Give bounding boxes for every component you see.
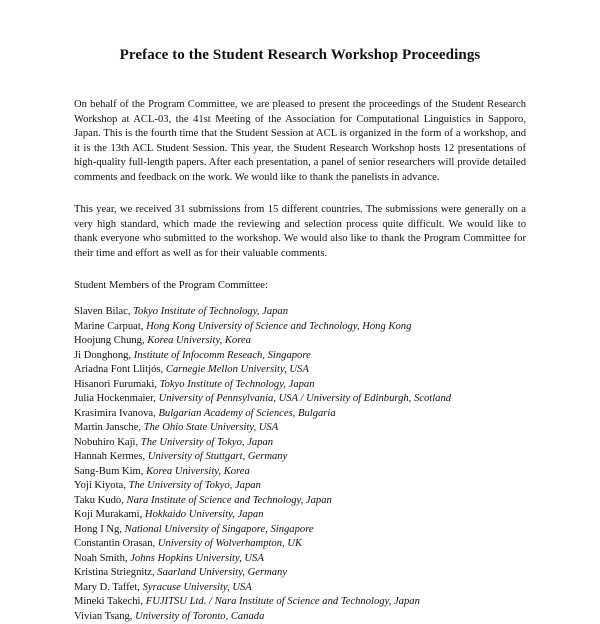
- member-name: Kristina Striegnitz,: [74, 567, 157, 578]
- list-item: [74, 552, 544, 567]
- member-affiliation: University of Toronto, Canada: [135, 611, 264, 622]
- member-affiliation: Bulgarian Academy of Sciences, Bulgaria: [158, 408, 335, 419]
- member-affiliation: FUJITSU Ltd. / Nara Institute of Science and Technology, Japan: [146, 596, 420, 607]
- member-name: Koji Murakami,: [74, 509, 145, 520]
- member-name: Constantin Orasan,: [74, 538, 158, 549]
- list-item: [74, 566, 544, 581]
- member-affiliation: University of Stuttgart, Germany: [148, 451, 287, 462]
- list-item: [74, 479, 544, 494]
- list-item: [74, 320, 544, 335]
- member-affiliation: Institute of Infocomm Reseach, Singapore: [134, 350, 311, 361]
- member-affiliation: University of Pennsylvania, USA / University of Edinburgh, Scotland: [159, 393, 451, 404]
- list-item: [74, 508, 544, 523]
- member-name: Mineki Takechi,: [74, 596, 146, 607]
- list-item: [74, 421, 544, 436]
- member-name: Martin Jansche,: [74, 422, 144, 433]
- list-item: [74, 537, 544, 552]
- members-list: [74, 305, 544, 624]
- list-item: [74, 305, 544, 320]
- member-name: Julia Hockenmaier,: [74, 393, 159, 404]
- member-affiliation: The University of Tokyo, Japan: [129, 480, 261, 491]
- member-name: Marine Carpuat,: [74, 321, 146, 332]
- member-name: Ariadna Font Llitjós,: [74, 364, 166, 375]
- list-item: [74, 610, 544, 624]
- member-affiliation: Saarland University, Germany: [157, 567, 287, 578]
- list-item: [74, 378, 544, 393]
- member-name: Hisanori Furumaki,: [74, 379, 160, 390]
- list-item: [74, 334, 544, 349]
- member-affiliation: Syracuse University, USA: [143, 582, 252, 593]
- list-item: [74, 595, 544, 610]
- member-name: Noah Smith,: [74, 553, 130, 564]
- member-name: Mary D. Taffet,: [74, 582, 143, 593]
- list-item: [74, 494, 544, 509]
- list-item: [74, 523, 544, 538]
- member-affiliation: Korea University, Korea: [146, 466, 250, 477]
- member-name: Slaven Bilac,: [74, 306, 133, 317]
- member-name: Yoji Kiyota,: [74, 480, 129, 491]
- member-name: Hannah Kermes,: [74, 451, 148, 462]
- member-name: Krasimira Ivanova,: [74, 408, 158, 419]
- list-item: [74, 465, 544, 480]
- paragraph-2: This year, we received 31 submissions from 15 different countries. The submissions were generally on a very high standard, which made the reviewing and selection process quite difficult. We would like to thank everyone who submitted to the workshop. We would also like to thank the Program Committee for their time and effort as well as for their valuable comments.: [74, 203, 526, 261]
- member-affiliation: Tokyo Institute of Technology, Japan: [133, 306, 288, 317]
- list-item: [74, 436, 544, 451]
- member-affiliation: Hong Kong University of Science and Technology, Hong Kong: [146, 321, 411, 332]
- member-affiliation: National University of Singapore, Singapore: [125, 524, 314, 535]
- member-affiliation: Hokkaido University, Japan: [145, 509, 264, 520]
- member-affiliation: The University of Tokyo, Japan: [141, 437, 273, 448]
- member-affiliation: Nara Institute of Science and Technology, Japan: [127, 495, 332, 506]
- member-affiliation: Johns Hopkins University, USA: [130, 553, 264, 564]
- member-name: Nobuhiro Kaji,: [74, 437, 141, 448]
- page-title: Preface to the Student Research Workshop Proceedings: [0, 47, 600, 64]
- member-affiliation: Carnegie Mellon University, USA: [166, 364, 309, 375]
- list-item: [74, 581, 544, 596]
- member-affiliation: University of Wolverhampton, UK: [158, 538, 302, 549]
- list-item: [74, 349, 544, 364]
- member-name: Vivian Tsang,: [74, 611, 135, 622]
- list-item: [74, 392, 544, 407]
- members-heading: Student Members of the Program Committee:: [74, 279, 268, 294]
- member-affiliation: The Ohio State University, USA: [144, 422, 278, 433]
- member-name: Hong I Ng,: [74, 524, 125, 535]
- member-name: Taku Kudo,: [74, 495, 127, 506]
- paragraph-1: On behalf of the Program Committee, we are pleased to present the proceedings of the Student Research Workshop at ACL-03, the 41st Meeting of the Association for Computational Linguistics in Sapporo, Japan. This is the fourth time that the Student Session at ACL is organized in the form of a workshop, and it is the 13th ACL Student Session. This year, the Student Research Workshop hosts 12 presentations of high-quality full-length papers. After each presentation, a panel of senior researchers will provide detailed comments and feedback on the work. We would like to thank the panelists in advance.: [74, 98, 526, 185]
- list-item: [74, 407, 544, 422]
- member-name: Sang-Bum Kim,: [74, 466, 146, 477]
- list-item: [74, 450, 544, 465]
- member-affiliation: Korea University, Korea: [147, 335, 251, 346]
- member-name: Ji Donghong,: [74, 350, 134, 361]
- member-affiliation: Tokyo Institute of Technology, Japan: [160, 379, 315, 390]
- member-name: Hoojung Chung,: [74, 335, 147, 346]
- list-item: [74, 363, 544, 378]
